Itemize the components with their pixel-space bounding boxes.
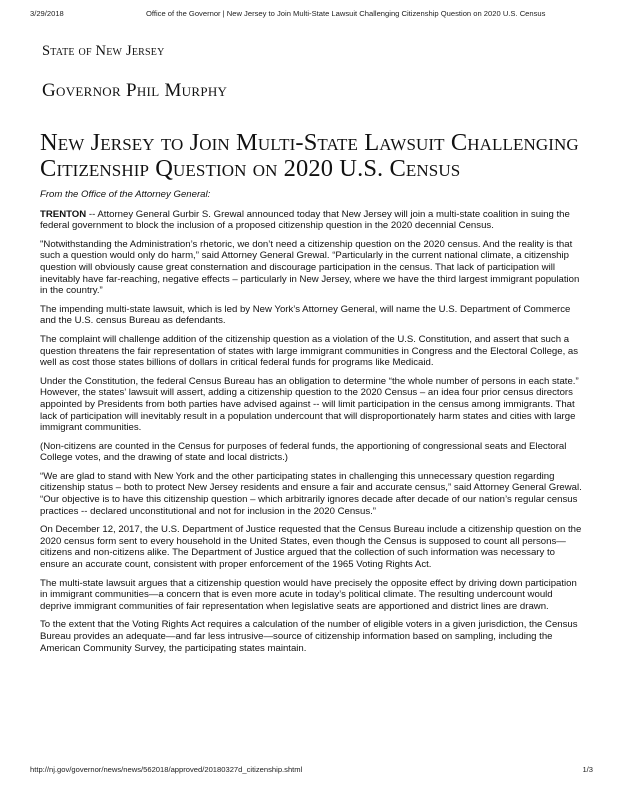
article-byline: From the Office of the Attorney General: [40,189,211,200]
article-paragraph: On December 12, 2017, the U.S. Department of Justice requested that the Census Bureau include a citizenship question on the 2020 census form sent to every household in the United States, even though the Census is supposed to count all persons—citizens and non-citizens alike. The Department of Justice argued that the collection of such information was necessary to ensure an accurate count, consistent with proper enforcement of the 1965 Voting Rights Act. [40,524,582,571]
article-body [40,189,586,661]
print-date: 3/29/2018 [30,9,64,18]
article-paragraph: To the extent that the Voting Rights Act requires a calculation of the number of eligible voters in a given jurisdiction, the Census Bureau provides an adequate—and far less intrusive—source of citizenship information based on sampling, including the American Community Survey, the participating states maintain. [40,619,578,654]
print-page-number: 1/3 [582,765,593,774]
article-paragraph: (Non-citizens are counted in the Census for purposes of federal funds, the apportioning of congressional seats and Electoral College votes, and the drawing of state and local districts.) [40,440,567,464]
article-headline: New Jersey to Join Multi-State Lawsuit Challenging Citizenship Question on 2020 U.S. Census [40,129,579,182]
print-header [0,9,618,23]
site-state-name[interactable]: State of New Jersey [42,43,165,59]
print-footer [0,765,618,779]
print-url: http://nj.gov/governor/news/news/562018/approved/20180327d_citizenship.shtml [30,765,303,774]
article-lead-paragraph [40,209,586,232]
article-lead-text: -- Attorney General Gurbir S. Grewal announced today that New Jersey will join a multi-state coalition in suing the federal government to block the inclusion of a proposed citizenship question in the 2020 decennial Census. [40,208,570,232]
article-paragraph: “We are glad to stand with New York and the other participating states in challenging this unnecessary question regarding citizenship status – both to protect New Jersey residents and ensure a fair and accurate census,” said Attorney General Grewal. “Our objective is to have this citizenship question – which arbitrarily ignores decade after decade of our nation’s regular census practices -- declared unconstitutional and not for inclusion in the 2020 Census.” [40,470,582,517]
article-paragraph: The impending multi-state lawsuit, which is led by New York’s Attorney General, will name the U.S. Department of Commerce and the U.S. census Bureau as defendants. [40,303,571,327]
site-governor-name[interactable]: Governor Phil Murphy [42,80,228,101]
article-paragraph: The complaint will challenge addition of the citizenship question as a violation of the U.S. Constitution, and assert that such a question threatens the fair representation of states with large immigrant communities in Congress and the Electoral College, as well as cost those states billions of dollars in critical federal funds for programs like Medicaid. [40,333,579,369]
article-paragraph: The multi-state lawsuit argues that a citizenship question would have precisely the opposite effect by driving down participation in immigrant communities—a concern that is even more acute in today’s political climate. The resulting undercount would deprive immigrant communities of fair representation when legislative seats are apportioned and district lines are drawn. [40,577,577,612]
article-dateline: TRENTON [40,208,87,220]
article-paragraph: Under the Constitution, the federal Census Bureau has an obligation to determine “the whole number of persons in each state.” However, the states’ lawsuit will assert, adding a citizenship question to the 2020 Census – an idea four prior census directors appointed by Presidents from both parties have advised against -- will limit participation in the census among immigrants. That lack of participation will inevitably result in a population undercount that will disproportionately harm states and cities with large immigrant communities. [40,375,579,434]
article-paragraph: "Notwithstanding the Administration’s rhetoric, we don’t need a citizenship question on the 2020 census. And the reality is that such a question would only do harm,” said Attorney General Grewal. “Particularly in the current national climate, a citizenship question will obviously cause great consternation and discourage participation in the census. That lack of participation will inevitably have far-reaching, negative effects – particularly in New Jersey, where we have the third largest immigrant population in the country.” [40,238,580,297]
print-page-title: Office of the Governor | New Jersey to Join Multi-State Lawsuit Challenging Citizenship Question on 2020 U.S. Census [146,9,546,18]
